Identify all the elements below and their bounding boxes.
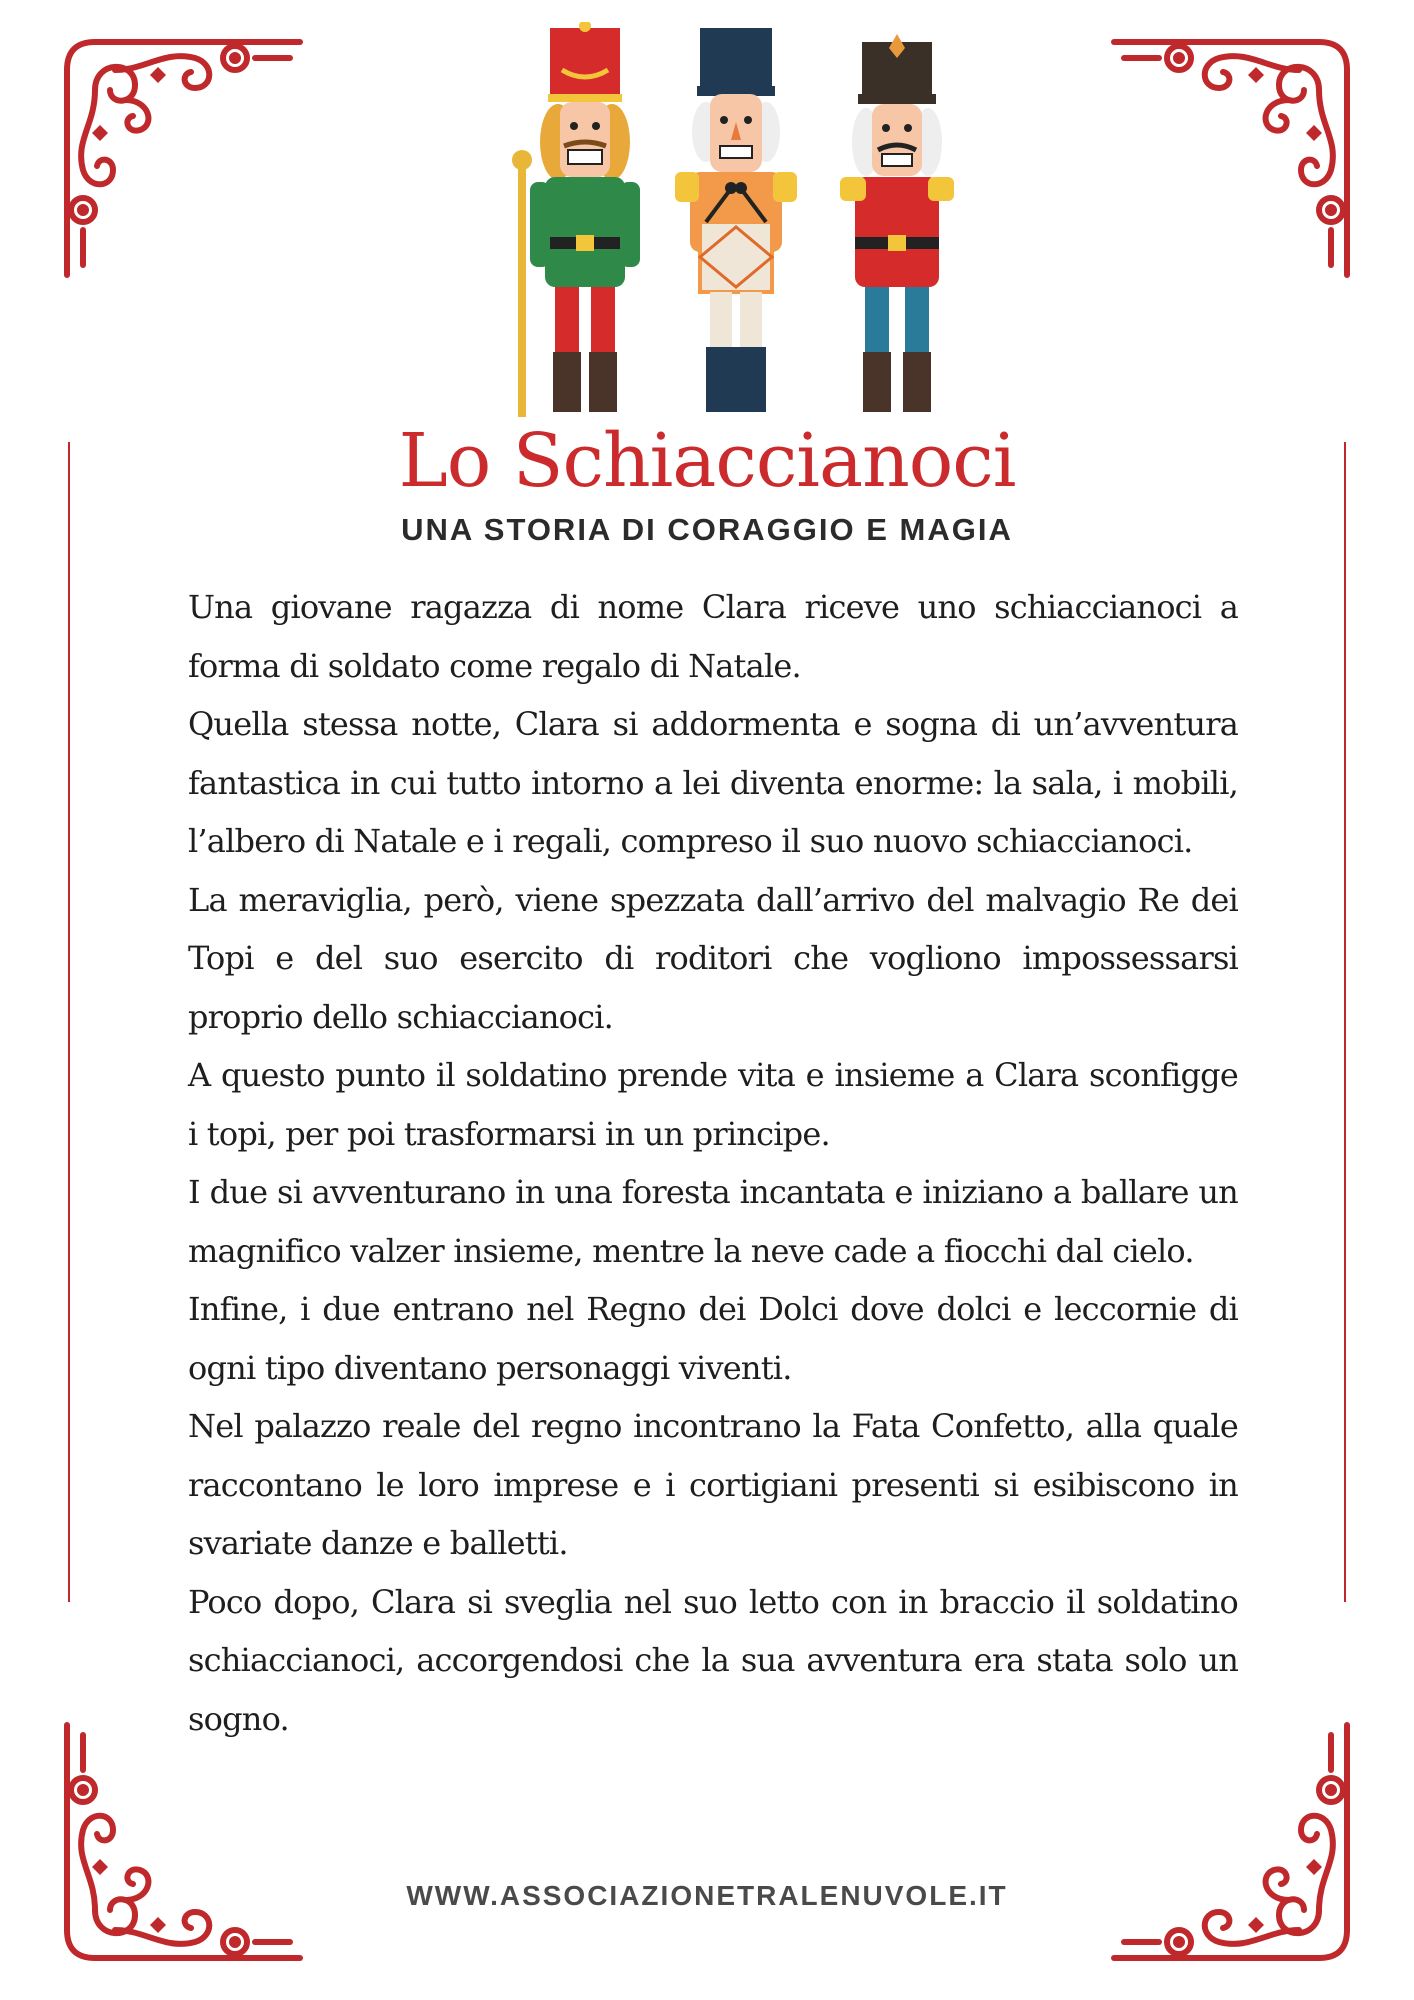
nutcracker-green-icon xyxy=(512,22,640,417)
story-paragraph: I due si avventurano in una foresta incantata e iniziano a ballare un magnifico valzer insieme, mentre la neve cade a fiocchi dal cielo. xyxy=(188,1173,1238,1270)
right-border-rule xyxy=(1344,442,1346,1602)
story-paragraph: Una giovane ragazza di nome Clara riceve uno schiaccianoci a forma di soldato come regalo di Natale. xyxy=(188,588,1238,685)
nutcracker-drummer-icon xyxy=(675,28,797,412)
corner-ornament-top-right xyxy=(1109,30,1359,280)
story-paragraph: Infine, i due entrano nel Regno dei Dolci dove dolci e leccornie di ogni tipo diventano personaggi viventi. xyxy=(188,1290,1238,1387)
website-url[interactable]: WWW.ASSOCIAZIONETRALENUVOLE.IT xyxy=(406,1880,1008,1911)
story-paragraph: La meraviglia, però, viene spezzata dall’arrivo del malvagio Re dei Topi e del suo esercito di roditori che vogliono impossessarsi proprio dello schiaccianoci. xyxy=(188,880,1238,1036)
story-paragraph: Quella stessa notte, Clara si addormenta e sogna di un’avventura fantastica in cui tutto intorno a lei diventa enorme: la sala, i mobili, l’albero di Natale e i regali, compreso il suo nuovo schiaccianoci. xyxy=(188,705,1238,860)
nutcracker-red-icon xyxy=(840,34,954,412)
story-paragraph: Nel palazzo reale del regno incontrano la Fata Confetto, alla quale raccontano le loro imprese e i cortigiani presenti si esibiscono in svariate danze e balletti. xyxy=(188,1407,1238,1562)
corner-ornament-bottom-right xyxy=(1109,1720,1359,1970)
left-border-rule xyxy=(68,442,70,1602)
corner-ornament-bottom-left xyxy=(55,1720,305,1970)
story-body xyxy=(188,578,1238,1748)
story-paragraph: Poco dopo, Clara si sveglia nel suo letto con in braccio il soldatino schiaccianoci, accorgendosi che la sua avventura era stata solo un sogno. xyxy=(188,1582,1238,1738)
story-paragraph: A questo punto il soldatino prende vita e insieme a Clara sconfigge i topi, per poi trasformarsi in un principe. xyxy=(188,1056,1238,1153)
corner-ornament-top-left xyxy=(55,30,305,280)
page-subtitle: UNA STORIA DI CORAGGIO E MAGIA xyxy=(401,512,1013,547)
page-title: Lo Schiaccianoci xyxy=(398,418,1016,504)
nutcracker-soldiers-illustration xyxy=(500,22,980,422)
